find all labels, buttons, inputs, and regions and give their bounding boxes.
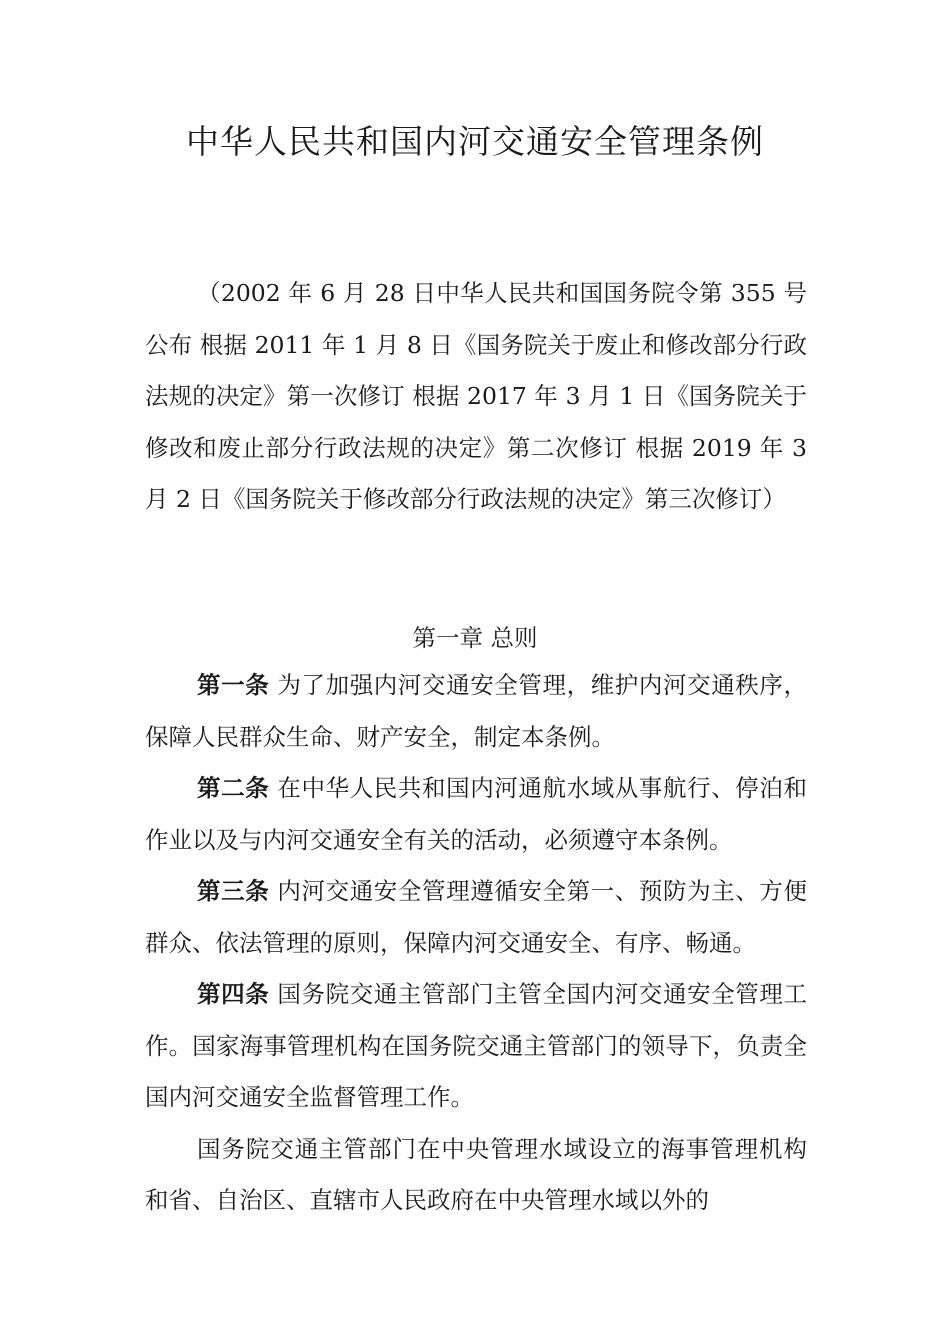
article-text: 内河交通安全管理遵循安全第一、预防为主、方便群众、依法管理的原则，保障内河交通安全、有序、畅通。 <box>145 877 808 957</box>
article-1 <box>145 660 807 763</box>
article-text: 在中华人民共和国内河通航水域从事航行、停泊和作业以及与内河交通安全有关的活动，必须遵守本条例。 <box>145 774 808 854</box>
article-label: 第一条 <box>197 671 270 699</box>
article-text: 国务院交通主管部门主管全国内河交通安全管理工作。国家海事管理机构在国务院交通主管部门的领导下，负责全国内河交通安全监督管理工作。 <box>145 980 808 1111</box>
article-4 <box>145 969 807 1124</box>
article-label: 第三条 <box>197 877 270 905</box>
article-text: 为了加强内河交通安全管理，维护内河交通秩序，保障人民群众生命、财产安全，制定本条例。 <box>145 671 808 751</box>
article-label: 第二条 <box>197 774 270 802</box>
article-3 <box>145 866 807 969</box>
document-title: 中华人民共和国内河交通安全管理条例 <box>186 122 764 161</box>
chapter-heading: 第一章 总则 <box>412 624 538 652</box>
article-4-paragraph-2: 国务院交通主管部门在中央管理水域设立的海事管理机构和省、自治区、直辖市人民政府在中央管理水域以外的 <box>145 1134 807 1214</box>
articles-section <box>145 660 807 1227</box>
article-label: 第四条 <box>197 980 270 1008</box>
article-2 <box>145 763 807 866</box>
revision-note: （2002 年 6 月 28 日中华人民共和国国务院令第 355 号公布 根据 2011 年 1 月 8 日《国务院关于废止和修改部分行政法规的决定》第一次修订 根据 2017 年 3 月 1 日《国务院关于修改和废止部分行政法规的决定》第二次修订 根据 2019 年 3 月 2 日《国务院关于修改部分行政法规的决定》第三次修订） <box>145 279 807 513</box>
